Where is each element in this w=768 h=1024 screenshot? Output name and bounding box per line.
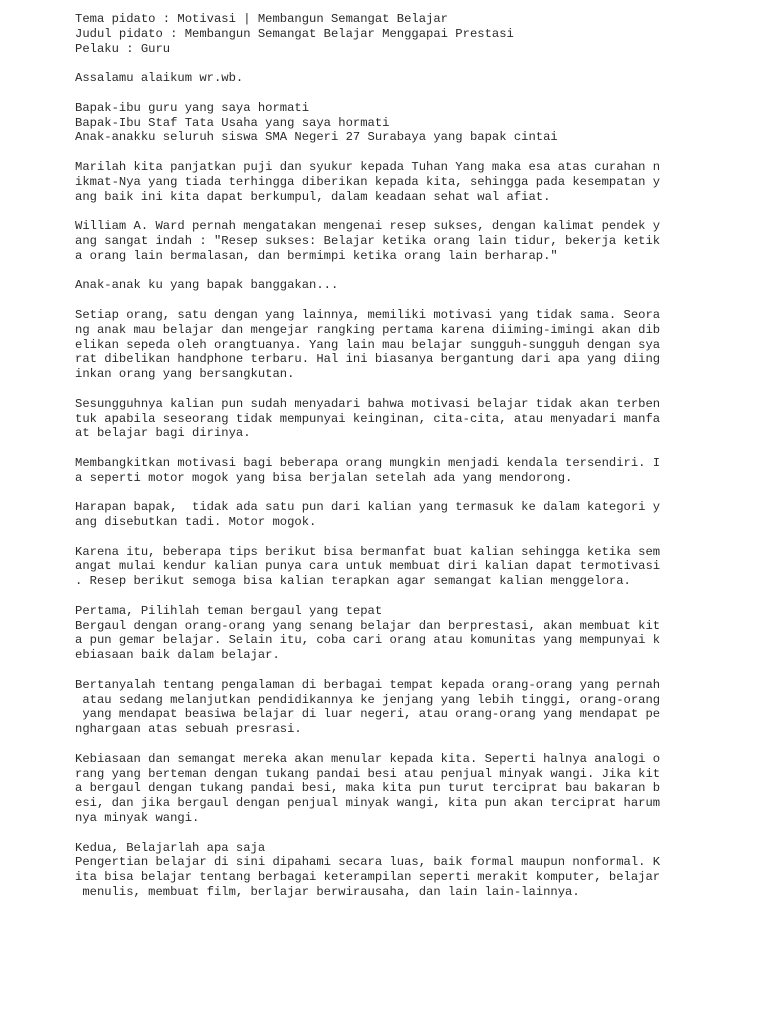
text-line: rang yang berteman dengan tukang pandai besi atau penjual minyak wangi. Jika kit [75,766,661,781]
text-line: Judul pidato : Membangun Semangat Belajar Menggapai Prestasi [75,26,514,41]
text-line: Kedua, Belajarlah apa saja [75,840,266,855]
blank-line [75,589,660,604]
text-line: Pengertian belajar di sini dipahami secara luas, baik formal maupun nonformal. K [75,855,661,870]
text-line: a pun gemar belajar. Selain itu, coba cari orang atau komunitas yang mempunyai k [75,633,661,648]
text-line: yang mendapat beasiwa belajar di luar negeri, atau orang-orang yang mendapat pe [75,707,661,722]
text-line: nya minyak wangi. [75,811,200,826]
text-line: . Resep berikut semoga bisa kalian terapkan agar semangat kalian menggelora. [75,574,631,589]
blank-line [75,264,660,279]
text-line: Anak-anakku seluruh siswa SMA Negeri 27 Surabaya yang bapak cintai [75,130,558,145]
blank-line [75,530,660,545]
text-line: Bapak-Ibu Staf Tata Usaha yang saya hormati [75,115,390,130]
text-line: ang baik ini kita dapat berkumpul, dalam keadaan sehat wal afiat. [75,189,551,204]
text-line: rat dibelikan handphone terbaru. Hal ini biasanya bergantung dari apa yang diing [75,352,661,367]
blank-line [75,56,660,71]
text-line: at belajar bagi dirinya. [75,426,251,441]
text-line: Bertanyalah tentang pengalaman di berbagai tempat kepada orang-orang yang pernah [75,677,661,692]
text-line: nghargaan atas sebuah presrasi. [75,722,302,737]
text-line: a orang lain bermalasan, dan bermimpi ketika orang lain berharap." [75,248,558,263]
blank-line [75,293,660,308]
text-line: Tema pidato : Motivasi | Membangun Semangat Belajar [75,12,448,26]
blank-line [75,382,660,397]
text-line: Pelaku : Guru [75,41,171,56]
text-line: Assalamu alaikum wr.wb. [75,71,244,86]
text-line: Sesungguhnya kalian pun sudah menyadari bahwa motivasi belajar tidak akan terben [75,396,661,411]
blank-line [75,737,660,752]
blank-line [75,86,660,101]
text-line: elikan sepeda oleh orangtuanya. Yang lain mau belajar sungguh-sungguh dengan sya [75,337,661,352]
text-line: inkan orang yang bersangkutan. [75,367,295,382]
document-text [75,12,660,900]
text-line: Pertama, Pilihlah teman bergaul yang tepat [75,603,383,618]
blank-line [75,663,660,678]
text-line: ang sangat indah : "Resep sukses: Belajar ketika orang lain tidur, bekerja ketik [75,233,661,248]
text-line: atau sedang melanjutkan pendidikannya ke jenjang yang lebih tinggi, orang-orang [75,692,661,707]
blank-line [75,486,660,501]
blank-line [75,204,660,219]
text-line: ikmat-Nya yang tiada terhingga diberikan kepada kita, sehingga pada kesempatan y [75,174,661,189]
text-line: ebiasaan baik dalam belajar. [75,648,280,663]
text-line: Membangkitkan motivasi bagi beberapa orang mungkin menjadi kendala tersendiri. I [75,455,661,470]
blank-line [75,145,660,160]
text-line: a seperti motor mogok yang bisa berjalan setelah ada yang mendorong. [75,470,573,485]
text-line: Kebiasaan dan semangat mereka akan menular kepada kita. Seperti halnya analogi o [75,751,661,766]
blank-line [75,826,660,841]
text-line: William A. Ward pernah mengatakan mengenai resep sukses, dengan kalimat pendek y [75,219,661,234]
text-line: esi, dan jika bergaul dengan penjual minyak wangi, kita pun akan terciprat harum [75,796,661,811]
text-line: Setiap orang, satu dengan yang lainnya, memiliki motivasi yang tidak sama. Seora [75,307,661,322]
text-line: ng anak mau belajar dan mengejar rangking pertama karena diiming-imingi akan dib [75,322,661,337]
text-line: Bergaul dengan orang-orang yang senang belajar dan berprestasi, akan membuat kit [75,618,661,633]
text-line: Karena itu, beberapa tips berikut bisa bermanfat buat kalian sehingga ketika sem [75,544,661,559]
text-line: Harapan bapak, tidak ada satu pun dari kalian yang termasuk ke dalam kategori y [75,500,661,515]
text-line: a bergaul dengan tukang pandai besi, maka kita pun turut terciprat bau bakaran b [75,781,661,796]
text-line: ita bisa belajar tentang berbagai keterampilan seperti merakit komputer, belajar [75,870,661,885]
text-line: Bapak-ibu guru yang saya hormati [75,100,310,115]
text-line: angat mulai kendur kalian punya cara untuk membuat diri kalian dapat termotivasi [75,559,661,574]
text-line: tuk apabila seseorang tidak mempunyai keinginan, cita-cita, atau menyadari manfa [75,411,661,426]
text-line: menulis, membuat film, berlajar berwirausaha, dan lain lain-lainnya. [75,885,580,900]
blank-line [75,441,660,456]
text-line: ang disebutkan tadi. Motor mogok. [75,515,317,530]
text-line: Marilah kita panjatkan puji dan syukur kepada Tuhan Yang maka esa atas curahan n [75,159,661,174]
text-line: Anak-anak ku yang bapak banggakan... [75,278,339,293]
